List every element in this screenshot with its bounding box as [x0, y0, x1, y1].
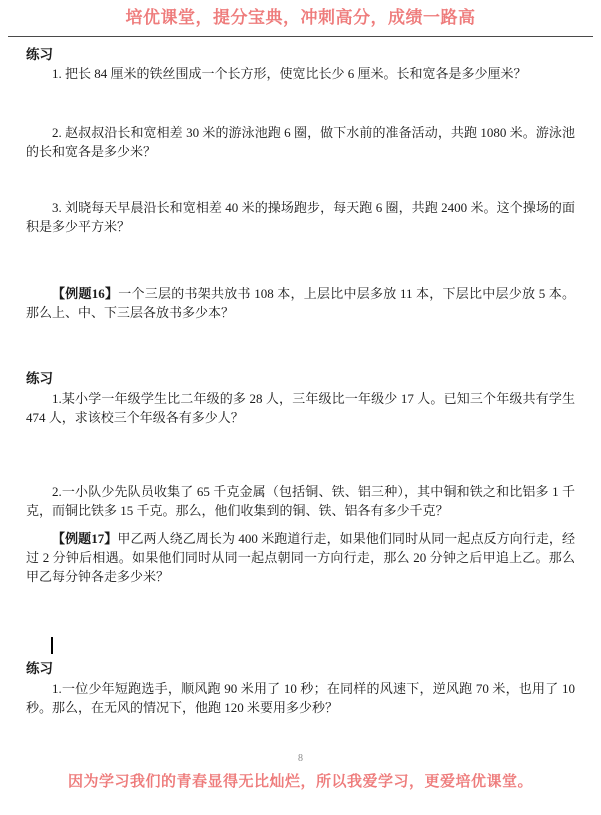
- practice3-heading: 练习: [26, 661, 53, 676]
- practice1-problem-2: 2. 赵叔叔沿长和宽相差 30 米的游泳池跑 6 圈，做下水前的准备活动，共跑 1080 米。游泳池的长和宽各是多少米？: [26, 125, 575, 159]
- text-cursor: [51, 637, 53, 654]
- practice3-problem-1: 1.一位少年短跑选手，顺风跑 90 米用了 10 秒；在同样的风速下，逆风跑 70 米，也用了 10 秒。那么，在无风的情况下，他跑 120 米要用多少秒？: [26, 681, 575, 715]
- header-divider: [8, 36, 593, 37]
- example17-paragraph: [26, 529, 575, 586]
- page-header-slogan: 培优课堂，提分宝典，冲刺高分，成绩一路高: [125, 8, 476, 27]
- example16-label-text: 【例题16】: [52, 286, 119, 301]
- page-footer-slogan: 因为学习我们的青春显得无比灿烂，所以我爱学习，更爱培优课堂。: [67, 774, 533, 790]
- example17-text: 甲乙两人绕乙周长为 400 米跑道行走，如果他们同时从同一起点反方向行走，经过 2 分钟后相遇。如果他们同时从同一起点朝同一方向行走，那么 20 分钟之后甲追上乙。那么甲乙每分钟各走多少米？: [26, 531, 575, 584]
- practice2-problem-1: 1.某小学一年级学生比二年级的多 28 人，三年级比一年级少 17 人。已知三个年级共有学生 474 人，求该校三个年级各有多少人？: [26, 391, 575, 425]
- example17-label: 【例题17】: [52, 531, 118, 546]
- example16-text: 一个三层的书架共放书 108 本，上层比中层多放 11 本，下层比中层少放 5 本。那么上、中、下三层各放书多少本？: [26, 286, 575, 320]
- practice2-heading: 练习: [26, 371, 53, 386]
- practice2-problem-2: 2.一小队少先队员收集了 65 千克金属（包括铜、铁、铝三种），其中铜和铁之和比铝多 1 千克，而铜比铁多 15 千克。那么，他们收集到的铜、铁、铝各有多少千克？: [26, 484, 575, 518]
- document-body: [26, 45, 575, 717]
- practice1-problem-1: 1. 把长 84 厘米的铁丝围成一个长方形，使宽比长少 6 厘米。长和宽各是多少厘米？: [52, 66, 527, 81]
- practice1-heading: 练习: [26, 47, 53, 62]
- practice1-problem-3: 3. 刘晓每天早晨沿长和宽相差 40 米的操场跑步，每天跑 6 圈，共跑 2400 米。这个操场的面积是多少平方米？: [26, 200, 575, 234]
- page-number: 8: [298, 753, 303, 764]
- example16-paragraph: [26, 284, 575, 322]
